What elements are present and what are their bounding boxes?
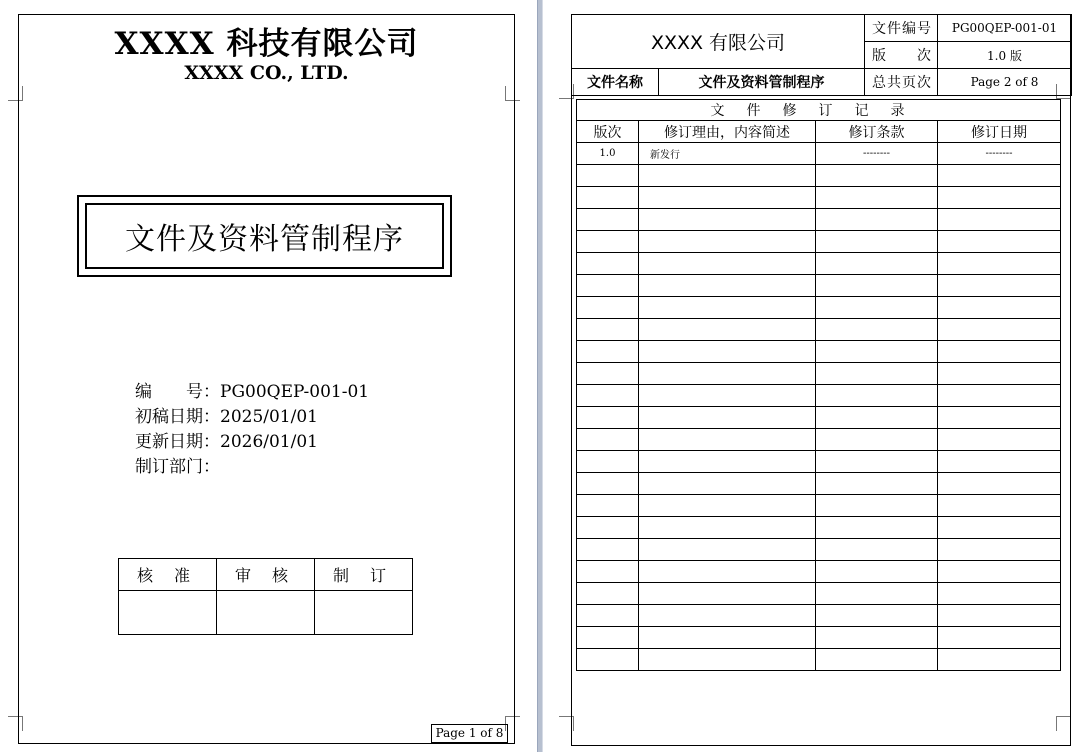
- empty-cell[interactable]: [639, 429, 816, 451]
- table-row: [577, 143, 1061, 165]
- empty-cell[interactable]: [816, 209, 938, 231]
- empty-cell[interactable]: [577, 561, 639, 583]
- empty-cell[interactable]: [816, 627, 938, 649]
- revision-page: [543, 0, 1080, 752]
- empty-cell[interactable]: [577, 627, 639, 649]
- info-label: 初稿日期: [135, 407, 203, 427]
- empty-cell[interactable]: [816, 385, 938, 407]
- empty-table-row: [577, 363, 1061, 385]
- header-doc-name-label: 文件名称: [572, 69, 659, 96]
- signature-cell[interactable]: [315, 591, 413, 635]
- revision-record-table: [576, 99, 1061, 671]
- empty-cell[interactable]: [577, 451, 639, 473]
- empty-cell[interactable]: [816, 583, 938, 605]
- info-value: 2025/01/01: [220, 407, 318, 427]
- header-company-name: XXXX 有限公司: [572, 15, 865, 69]
- empty-table-row: [577, 517, 1061, 539]
- empty-cell[interactable]: [816, 495, 938, 517]
- revision-clause: --------: [816, 143, 938, 165]
- header-version-label: 版 次: [865, 42, 938, 69]
- empty-cell[interactable]: [577, 209, 639, 231]
- empty-table-row: [577, 187, 1061, 209]
- empty-table-row: [577, 649, 1061, 671]
- empty-cell[interactable]: [639, 275, 816, 297]
- revision-version: 1.0: [577, 143, 639, 165]
- empty-table-row: [577, 165, 1061, 187]
- empty-cell[interactable]: [639, 187, 816, 209]
- empty-cell[interactable]: [938, 649, 1061, 671]
- empty-cell[interactable]: [577, 429, 639, 451]
- header-doc-no-label: 文件编号: [865, 15, 938, 42]
- empty-cell[interactable]: [577, 297, 639, 319]
- info-colon: ：: [203, 382, 220, 402]
- revision-reason: 新发行: [639, 143, 816, 165]
- empty-cell[interactable]: [816, 297, 938, 319]
- empty-cell[interactable]: [577, 341, 639, 363]
- empty-cell[interactable]: [577, 319, 639, 341]
- empty-cell[interactable]: [639, 605, 816, 627]
- empty-table-row: [577, 583, 1061, 605]
- empty-cell[interactable]: [938, 363, 1061, 385]
- empty-cell[interactable]: [577, 407, 639, 429]
- column-header-reason: 修订理由，内容简述: [639, 121, 816, 143]
- empty-table-row: [577, 627, 1061, 649]
- empty-table-row: [577, 275, 1061, 297]
- empty-table-row: [577, 319, 1061, 341]
- empty-cell[interactable]: [577, 473, 639, 495]
- empty-table-row: [577, 385, 1061, 407]
- empty-cell[interactable]: [816, 253, 938, 275]
- signature-header-prepare: 制 订: [315, 559, 413, 591]
- empty-cell[interactable]: [938, 451, 1061, 473]
- empty-cell[interactable]: [816, 561, 938, 583]
- empty-cell[interactable]: [816, 407, 938, 429]
- signature-cell[interactable]: [119, 591, 217, 635]
- signature-header-approve: 核 准: [119, 559, 217, 591]
- empty-cell[interactable]: [938, 605, 1061, 627]
- empty-cell[interactable]: [639, 627, 816, 649]
- empty-cell[interactable]: [639, 407, 816, 429]
- empty-cell[interactable]: [816, 429, 938, 451]
- empty-cell[interactable]: [938, 583, 1061, 605]
- empty-cell[interactable]: [577, 363, 639, 385]
- header-doc-name: 文件及资料管制程序: [659, 69, 865, 96]
- empty-table-row: [577, 341, 1061, 363]
- column-header-clause: 修订条款: [816, 121, 938, 143]
- empty-cell[interactable]: [577, 253, 639, 275]
- empty-cell[interactable]: [938, 165, 1061, 187]
- empty-cell[interactable]: [577, 165, 639, 187]
- company-name-en: XXXX CO., LTD.: [184, 62, 349, 84]
- empty-table-row: [577, 297, 1061, 319]
- empty-cell[interactable]: [938, 319, 1061, 341]
- empty-cell[interactable]: [816, 363, 938, 385]
- empty-cell[interactable]: [639, 253, 816, 275]
- empty-cell[interactable]: [938, 209, 1061, 231]
- empty-cell[interactable]: [938, 561, 1061, 583]
- empty-cell[interactable]: [639, 385, 816, 407]
- signature-table: [118, 558, 413, 635]
- empty-cell[interactable]: [938, 385, 1061, 407]
- document-title-box: [77, 195, 452, 277]
- empty-cell[interactable]: [577, 605, 639, 627]
- info-row-number: [135, 380, 369, 405]
- cover-page: [0, 0, 537, 752]
- empty-cell[interactable]: [816, 231, 938, 253]
- info-row-department: [135, 455, 369, 480]
- empty-table-row: [577, 253, 1061, 275]
- empty-cell[interactable]: [639, 363, 816, 385]
- empty-cell[interactable]: [639, 561, 816, 583]
- document-info: [135, 380, 369, 480]
- empty-cell[interactable]: [816, 517, 938, 539]
- empty-cell[interactable]: [938, 627, 1061, 649]
- page-number: Page 1 of 8: [431, 724, 508, 743]
- empty-table-row: [577, 209, 1061, 231]
- empty-cell[interactable]: [639, 451, 816, 473]
- empty-table-row: [577, 407, 1061, 429]
- header-pages: Page 2 of 8: [938, 69, 1072, 96]
- empty-cell[interactable]: [577, 583, 639, 605]
- column-header-version: 版次: [577, 121, 639, 143]
- info-value: PG00QEP-001-01: [220, 382, 370, 402]
- empty-cell[interactable]: [938, 407, 1061, 429]
- empty-cell[interactable]: [577, 231, 639, 253]
- signature-cell[interactable]: [217, 591, 315, 635]
- info-colon: ：: [203, 432, 220, 452]
- empty-cell[interactable]: [577, 495, 639, 517]
- empty-cell[interactable]: [639, 495, 816, 517]
- empty-cell[interactable]: [938, 275, 1061, 297]
- empty-cell[interactable]: [938, 429, 1061, 451]
- empty-cell[interactable]: [639, 583, 816, 605]
- empty-cell[interactable]: [816, 187, 938, 209]
- empty-cell[interactable]: [938, 539, 1061, 561]
- empty-cell[interactable]: [938, 517, 1061, 539]
- empty-cell[interactable]: [816, 319, 938, 341]
- empty-cell[interactable]: [816, 605, 938, 627]
- empty-cell[interactable]: [938, 297, 1061, 319]
- info-value: 2026/01/01: [220, 432, 318, 452]
- info-row-draft-date: [135, 405, 369, 430]
- header-version: 1.0 版: [938, 42, 1072, 69]
- empty-table-row: [577, 429, 1061, 451]
- empty-cell[interactable]: [577, 517, 639, 539]
- empty-cell[interactable]: [938, 253, 1061, 275]
- empty-cell[interactable]: [639, 517, 816, 539]
- empty-cell[interactable]: [938, 187, 1061, 209]
- empty-table-row: [577, 495, 1061, 517]
- empty-table-row: [577, 539, 1061, 561]
- empty-table-row: [577, 473, 1061, 495]
- empty-cell[interactable]: [938, 495, 1061, 517]
- empty-cell[interactable]: [816, 473, 938, 495]
- empty-cell[interactable]: [577, 187, 639, 209]
- empty-cell[interactable]: [938, 473, 1061, 495]
- signature-header-review: 审 核: [217, 559, 315, 591]
- company-name-cn: XXXX 科技有限公司: [114, 26, 419, 62]
- revision-table-title: 文件修订记录: [577, 100, 1061, 121]
- empty-cell[interactable]: [816, 341, 938, 363]
- info-row-update-date: [135, 430, 369, 455]
- empty-cell[interactable]: [577, 275, 639, 297]
- info-colon: ：: [203, 457, 220, 477]
- empty-table-row: [577, 231, 1061, 253]
- revision-date: --------: [938, 143, 1061, 165]
- empty-cell[interactable]: [639, 473, 816, 495]
- empty-cell[interactable]: [577, 649, 639, 671]
- empty-cell[interactable]: [816, 649, 938, 671]
- info-label: 更新日期: [135, 432, 203, 452]
- info-label: 制订部门: [135, 457, 203, 477]
- info-label: 编 号: [135, 382, 203, 402]
- info-colon: ：: [203, 407, 220, 427]
- empty-cell[interactable]: [639, 209, 816, 231]
- empty-table-row: [577, 605, 1061, 627]
- empty-cell[interactable]: [639, 319, 816, 341]
- empty-cell[interactable]: [639, 649, 816, 671]
- empty-cell[interactable]: [938, 231, 1061, 253]
- empty-cell[interactable]: [639, 297, 816, 319]
- empty-cell[interactable]: [816, 539, 938, 561]
- document-header-table: [571, 14, 1072, 96]
- header-pages-label: 总共页次: [865, 69, 938, 96]
- empty-cell[interactable]: [639, 165, 816, 187]
- empty-cell[interactable]: [577, 539, 639, 561]
- empty-cell[interactable]: [639, 231, 816, 253]
- column-header-date: 修订日期: [938, 121, 1061, 143]
- empty-cell[interactable]: [816, 451, 938, 473]
- document-title: 文件及资料管制程序: [85, 203, 444, 269]
- empty-cell[interactable]: [639, 539, 816, 561]
- empty-cell[interactable]: [816, 275, 938, 297]
- empty-table-row: [577, 561, 1061, 583]
- empty-cell[interactable]: [938, 341, 1061, 363]
- empty-table-row: [577, 451, 1061, 473]
- empty-cell[interactable]: [577, 385, 639, 407]
- empty-cell[interactable]: [816, 165, 938, 187]
- empty-cell[interactable]: [639, 341, 816, 363]
- header-doc-no: PG00QEP-001-01: [938, 15, 1072, 42]
